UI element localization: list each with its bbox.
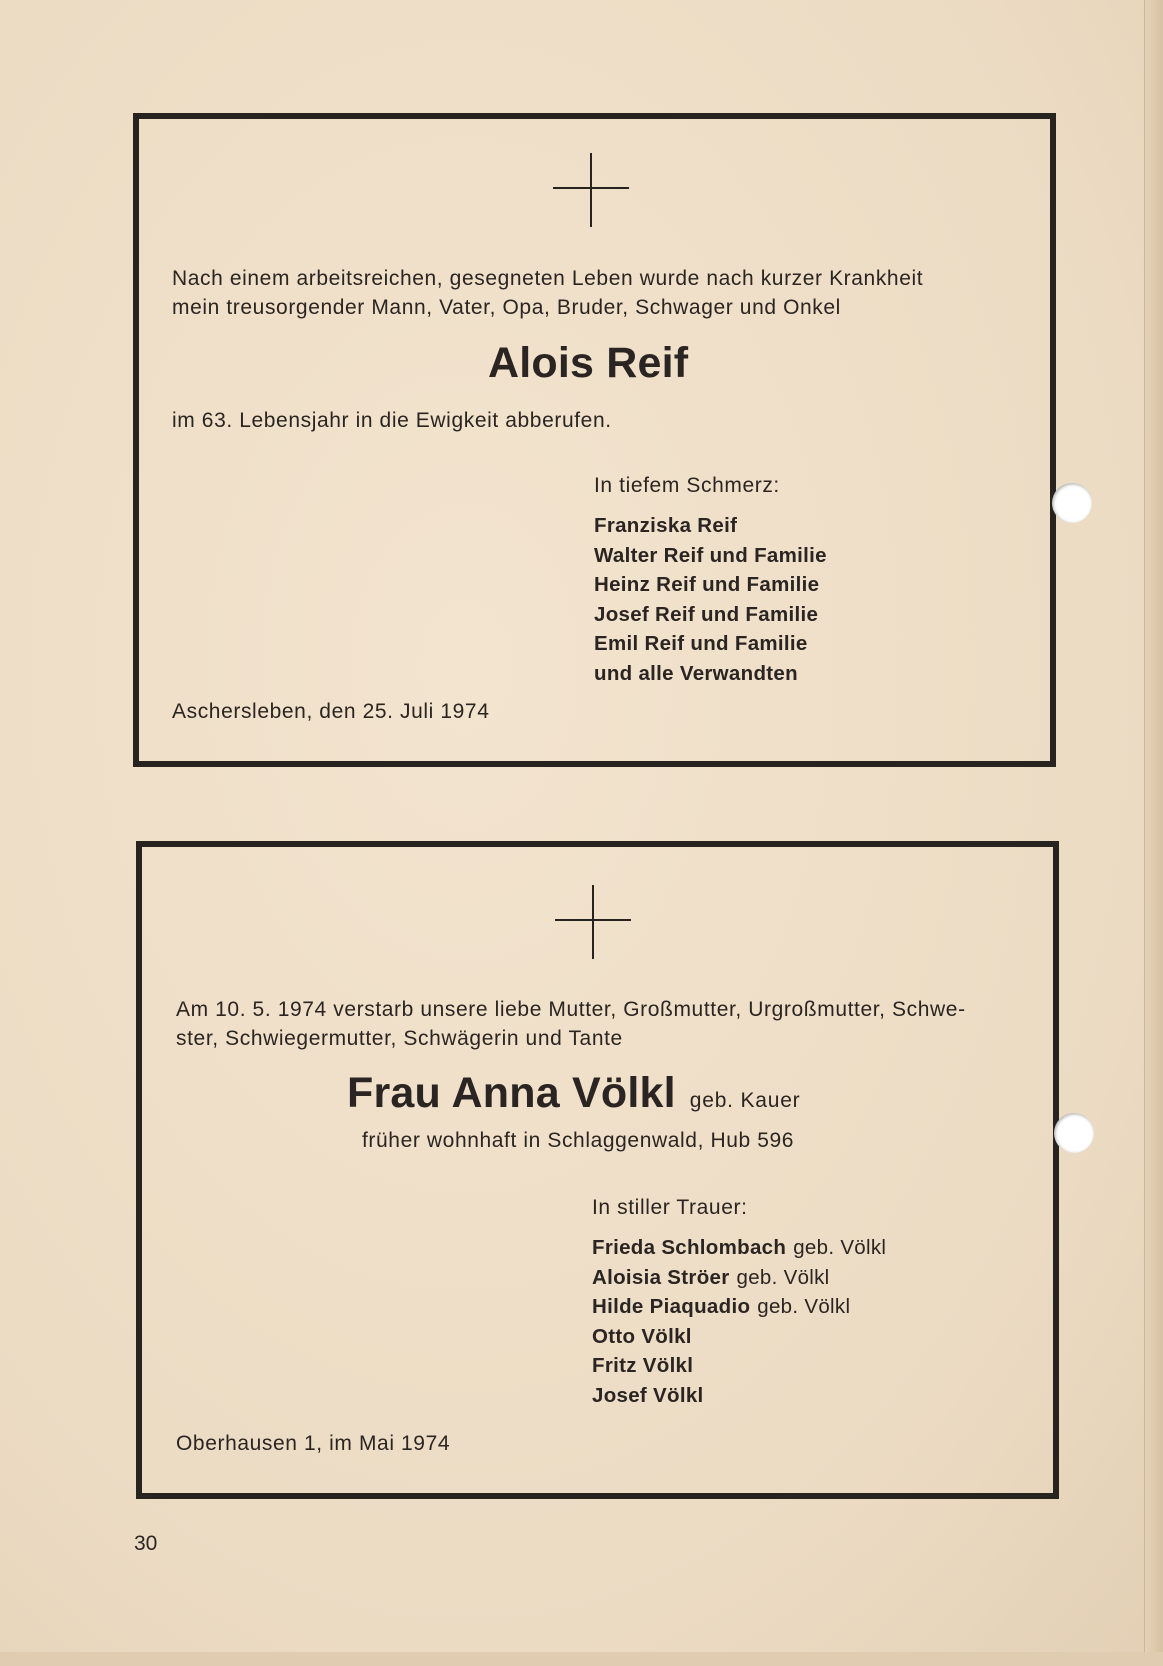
deceased-name-line bbox=[347, 1069, 800, 1118]
mourner-name: Hilde Piaquadio bbox=[592, 1295, 751, 1319]
mourner-name: Fritz Völkl bbox=[592, 1354, 694, 1378]
punch-hole bbox=[1054, 1113, 1094, 1153]
mourner-name: Emil Reif und Familie bbox=[594, 632, 808, 656]
obituary-notice-reif bbox=[133, 113, 1056, 767]
page-number: 30 bbox=[134, 1532, 158, 1555]
mourner-item bbox=[592, 1233, 886, 1263]
mourner-list bbox=[594, 511, 827, 689]
mourner-name: und alle Verwandten bbox=[594, 661, 798, 685]
mourner-item bbox=[592, 1322, 886, 1352]
place-date: Aschersleben, den 25. Juli 1974 bbox=[172, 700, 490, 723]
mourner-item bbox=[592, 1351, 886, 1381]
mourner-item bbox=[594, 659, 827, 689]
mourner-name: Aloisia Ströer bbox=[592, 1265, 730, 1289]
mourner-item bbox=[594, 570, 827, 600]
mourner-name: Josef Völkl bbox=[592, 1383, 704, 1407]
mourner-name: Heinz Reif und Familie bbox=[594, 573, 820, 597]
mourner-maiden-name: geb. Völkl bbox=[757, 1295, 851, 1319]
notice-outro: im 63. Lebensjahr in die Ewigkeit abberufen. bbox=[172, 409, 612, 432]
mourning-heading: In stiller Trauer: bbox=[592, 1196, 748, 1219]
former-residence: früher wohnhaft in Schlaggenwald, Hub 596 bbox=[362, 1129, 795, 1152]
page-bottom-edge bbox=[0, 1652, 1163, 1666]
maiden-name: geb. Kauer bbox=[689, 1089, 801, 1112]
mourner-name: Otto Völkl bbox=[592, 1324, 692, 1348]
mourner-item bbox=[594, 629, 827, 659]
mourner-name: Josef Reif und Familie bbox=[594, 602, 819, 626]
mourner-maiden-name: geb. Völkl bbox=[793, 1236, 887, 1259]
notice-intro-line-1: Nach einem arbeitsreichen, gesegneten Leben wurde nach kurzer Krankheit bbox=[172, 267, 924, 290]
place-date: Oberhausen 1, im Mai 1974 bbox=[176, 1432, 451, 1455]
cross-icon bbox=[555, 885, 631, 959]
deceased-name: Alois Reif bbox=[488, 339, 689, 387]
mourner-maiden-name: geb. Völkl bbox=[736, 1265, 830, 1289]
punch-hole bbox=[1052, 483, 1092, 523]
mourner-name: Franziska Reif bbox=[594, 514, 738, 537]
obituary-notice-voelkl bbox=[136, 841, 1059, 1499]
notice-intro-line-2: ster, Schwiegermutter, Schwägerin und Tante bbox=[176, 1027, 623, 1050]
notice-intro-line-1: Am 10. 5. 1974 verstarb unsere liebe Mutter, Großmutter, Urgroßmutter, Schwe- bbox=[176, 998, 966, 1021]
mourner-list bbox=[592, 1233, 886, 1411]
cross-icon bbox=[553, 153, 629, 227]
page-edge bbox=[1144, 0, 1163, 1666]
deceased-name: Frau Anna Völkl bbox=[347, 1069, 676, 1117]
mourner-item bbox=[594, 600, 827, 630]
mourner-item bbox=[594, 511, 827, 541]
mourner-name: Frieda Schlombach bbox=[592, 1236, 787, 1259]
mourner-item bbox=[592, 1292, 886, 1322]
mourner-item bbox=[592, 1381, 886, 1411]
mourner-name: Walter Reif und Familie bbox=[594, 543, 827, 567]
mourner-item bbox=[592, 1263, 886, 1293]
notice-intro-line-2: mein treusorgender Mann, Vater, Opa, Bruder, Schwager und Onkel bbox=[172, 296, 841, 319]
mourner-item bbox=[594, 541, 827, 571]
mourning-heading: In tiefem Schmerz: bbox=[594, 474, 780, 497]
